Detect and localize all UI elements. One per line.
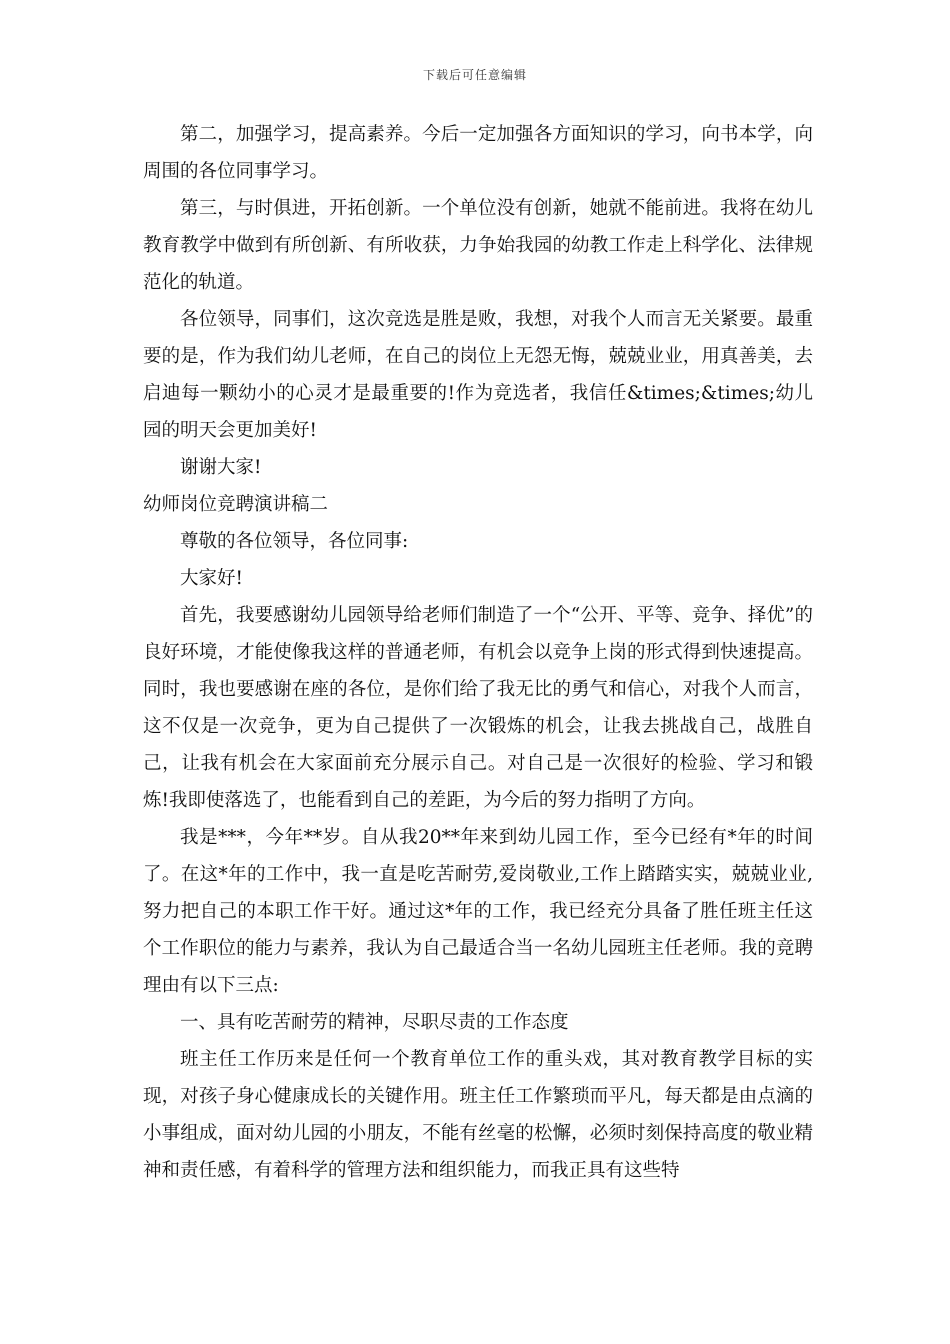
paragraph-closing-remarks: 各位领导，同事们，这次竞选是胜是败，我想，对我个人而言无关紧要。最重要的是，作为我们幼儿老师，在自己的岗位上无怨无悔，兢兢业业，用真善美，去启迪每一颗幼小的心灵才是最重要的!作为竞选者，我信任&times;&times;幼儿园的明天会更加美好! [143, 309, 813, 441]
paragraph-innovation: 第三，与时俱进，开拓创新。一个单位没有创新，她就不能前进。我将在幼儿教育教学中做到有所创新、有所收获，力争始我园的幼教工作走上科学化、法律规范化的轨道。 [143, 198, 813, 293]
document-body [143, 116, 813, 1189]
paragraph-salutation: 尊敬的各位领导，各位同事: [180, 531, 409, 552]
paragraph-study: 第二，加强学习，提高素养。今后一定加强各方面知识的学习，向书本学，向周围的各位同事学习。 [143, 124, 813, 182]
paragraph-point-one-body: 班主任工作历来是任何一个教育单位工作的重头戏，其对教育教学目标的实现，对孩子身心健康成长的关键作用。班主任工作繁琐而平凡，每天都是由点滴的小事组成，面对幼儿园的小朋友，不能有丝毫的松懈，必须时刻保持高度的敬业精神和责任感，有着科学的管理方法和组织能力，而我正具有这些特 [143, 1049, 813, 1181]
paragraph-thanks: 谢谢大家! [180, 457, 262, 478]
section-title: 幼师岗位竞聘演讲稿二 [143, 494, 329, 515]
paragraph-point-one-heading: 一、具有吃苦耐劳的精神，尽职尽责的工作态度 [180, 1012, 569, 1033]
paragraph-greeting: 大家好! [180, 568, 243, 589]
paragraph-gratitude: 首先，我要感谢幼儿园领导给老师们制造了一个“公开、平等、竞争、择优”的良好环境，才能使像我这样的普通老师，有机会以竞争上岗的形式得到快速提高。同时，我也要感谢在座的各位，是你们给了我无比的勇气和信心，对我个人而言，这不仅是一次竞争，更为自己提供了一次锻炼的机会，让我去挑战自己，战胜自己，让我有机会在大家面前充分展示自己。对自己是一次很好的检验、学习和锻炼!我即使落选了，也能看到自己的差距，为今后的努力指明了方向。 [143, 605, 813, 811]
page-header-note: 下载后可任意编辑 [422, 68, 527, 82]
paragraph-self-introduction: 我是***，今年**岁。自从我20**年来到幼儿园工作，至今已经有*年的时间了。在这*年的工作中，我一直是吃苦耐劳,爱岗敬业,工作上踏踏实实，兢兢业业,努力把自己的本职工作干好。通过这*年的工作，我已经充分具备了胜任班主任这个工作职位的能力与素养，我认为自己最适合当一名幼儿园班主任老师。我的竞聘理由有以下三点: [143, 827, 813, 996]
